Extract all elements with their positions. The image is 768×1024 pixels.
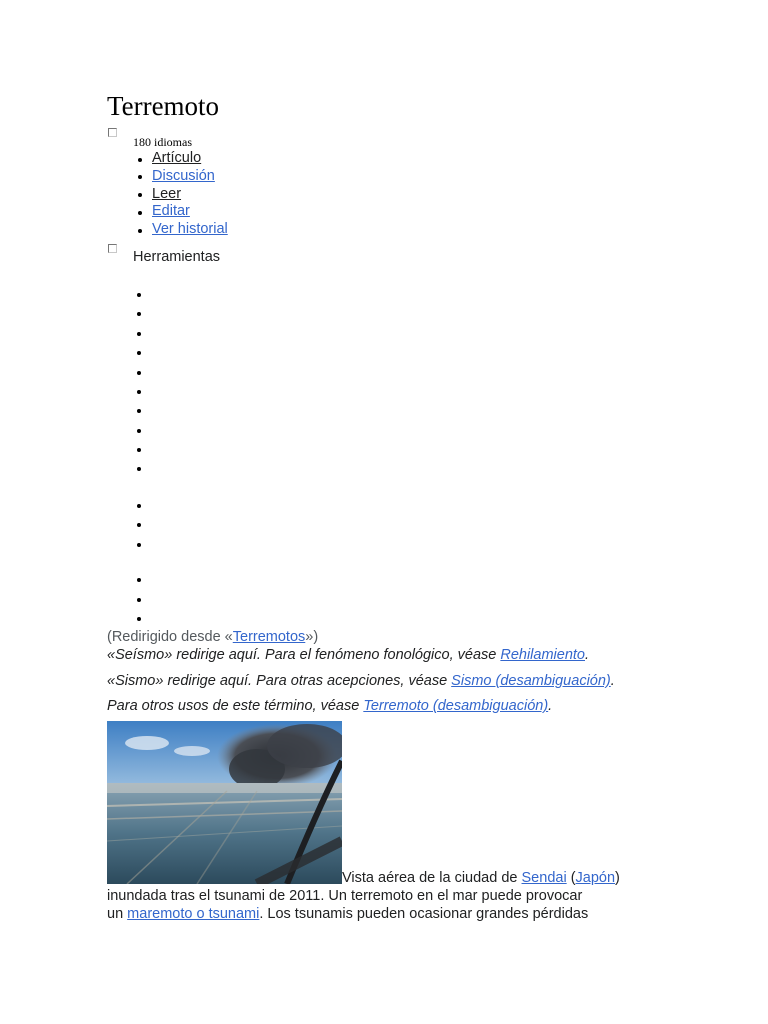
- list-item: [137, 578, 141, 582]
- caption-line-3: [107, 905, 647, 923]
- hatnote-link-terremoto[interactable]: Terremoto (desambiguación): [363, 698, 549, 714]
- list-item: [137, 409, 141, 413]
- tab-articulo-link[interactable]: Artículo: [152, 150, 202, 166]
- list-item: [137, 543, 141, 547]
- hatnote-link-rehilamiento[interactable]: Rehilamiento: [500, 647, 585, 663]
- caption-text: ): [615, 870, 620, 886]
- redirect-suffix: »): [305, 629, 319, 645]
- tab-editar-link[interactable]: Editar: [152, 203, 190, 220]
- page-tabs: [134, 150, 228, 239]
- tab-articulo[interactable]: [134, 150, 228, 168]
- caption-line-1: [107, 869, 647, 887]
- list-item: [137, 332, 141, 336]
- list-item: [137, 598, 141, 602]
- sendai-aerial-photo[interactable]: [107, 721, 342, 884]
- page-title: Terremoto: [107, 91, 220, 121]
- tools-checkbox[interactable]: [108, 244, 117, 253]
- caption-text: un: [107, 906, 128, 922]
- hatnote-end: .: [610, 673, 615, 689]
- list-item: [137, 448, 141, 452]
- hatnote-text: Para otros usos de este término, véase: [107, 698, 364, 714]
- caption-link-japon[interactable]: Japón: [575, 870, 616, 886]
- redirect-prefix: (Redirigido desde «: [107, 629, 233, 645]
- hatnote-seismo: [107, 646, 589, 664]
- redirect-note: [107, 628, 318, 646]
- list-item: [137, 467, 141, 471]
- hatnote-link-sismo[interactable]: Sismo (desambiguación): [451, 673, 611, 689]
- tab-editar[interactable]: [134, 203, 228, 221]
- tab-discusion-link[interactable]: Discusión: [152, 167, 215, 184]
- list-item: [137, 617, 141, 621]
- hatnote-sismo: [107, 672, 615, 690]
- caption-link-tsunami[interactable]: maremoto o tsunami: [127, 906, 260, 922]
- hatnote-end: .: [585, 647, 590, 663]
- redirect-link[interactable]: Terremotos: [232, 629, 306, 645]
- hatnote-text: «Sismo» redirige aquí. Para otras acepciones, véase: [107, 673, 452, 689]
- tab-leer-link[interactable]: Leer: [152, 185, 182, 202]
- list-item: [137, 312, 141, 316]
- list-item: [137, 523, 141, 527]
- caption-link-sendai[interactable]: Sendai: [521, 870, 567, 886]
- caption-line-2: inundada tras el tsunami de 2011. Un terremoto en el mar puede provocar: [107, 888, 583, 904]
- list-item: [137, 351, 141, 355]
- tab-leer[interactable]: [134, 186, 228, 204]
- caption-text: Vista aérea de la ciudad de: [342, 870, 522, 886]
- tab-ver-historial[interactable]: [134, 221, 228, 239]
- photo-image: [107, 721, 342, 884]
- caption-text: . Los tsunamis pueden ocasionar grandes pérdidas: [259, 906, 589, 922]
- hatnote-end: .: [548, 698, 553, 714]
- list-item: [137, 293, 141, 297]
- tab-ver-historial-link[interactable]: Ver historial: [152, 221, 228, 238]
- list-item: [137, 504, 141, 508]
- tab-discusion[interactable]: [134, 168, 228, 186]
- list-item: [137, 429, 141, 433]
- list-item: [137, 390, 141, 394]
- list-item: [137, 371, 141, 375]
- languages-label[interactable]: 180 idiomas: [133, 135, 192, 149]
- photo-caption: [107, 869, 647, 923]
- languages-checkbox[interactable]: [108, 128, 117, 137]
- caption-text: (: [566, 870, 576, 886]
- tools-label[interactable]: Herramientas: [133, 249, 221, 265]
- hatnote-text: «Seísmo» redirige aquí. Para el fenómeno fonológico, véase: [107, 647, 501, 663]
- hatnote-terremoto: [107, 697, 552, 715]
